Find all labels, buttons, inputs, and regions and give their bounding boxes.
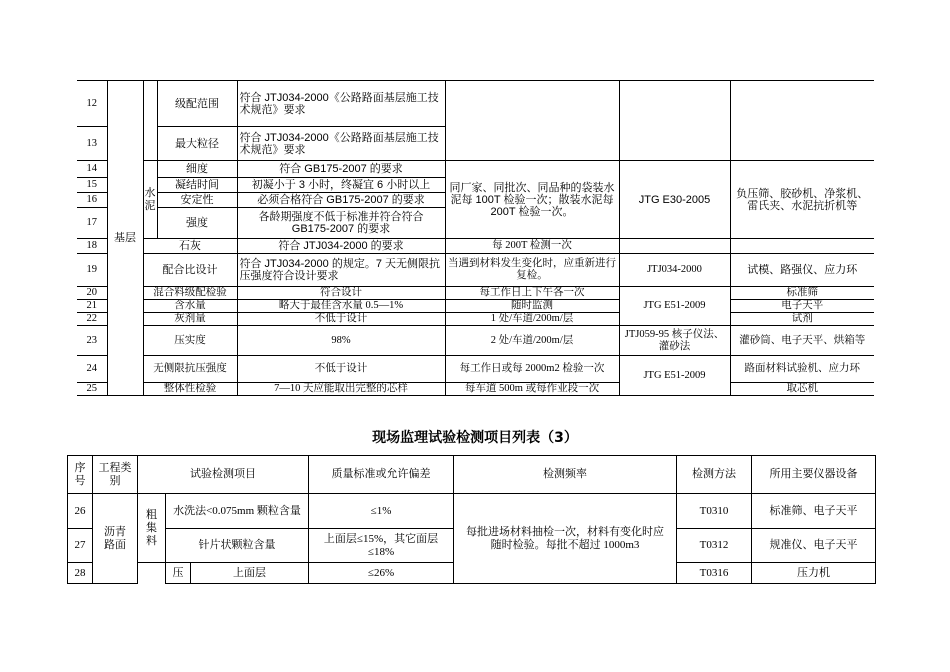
header-frequency: 检测频率: [454, 456, 677, 494]
frequency-cell: 当遇到材料发生变化时，应重新进行复检。: [445, 254, 619, 287]
equipment-cell: 试剂: [730, 313, 874, 326]
frequency-cell: 随时监测: [445, 300, 619, 313]
category-cell: 沥青路面: [93, 494, 138, 584]
standard-cell: 上面层≤15%，其它面层≤18%: [309, 529, 454, 563]
row-number: 17: [77, 208, 107, 239]
standard-cell: 各龄期强度不低于标准并符合符合 GB175-2007 的要求: [237, 208, 445, 239]
header-no: 序号: [68, 456, 93, 494]
item-cell: 凝结时间: [157, 178, 237, 193]
item-cell: 混合料级配检验: [143, 287, 237, 300]
row-number: 20: [77, 287, 107, 300]
item-cell: 压实度: [143, 326, 237, 356]
row-number: 28: [68, 563, 93, 584]
header-equipment: 所用主要仪器设备: [752, 456, 876, 494]
standard-cell: 98%: [237, 326, 445, 356]
table-row: [77, 383, 874, 396]
frequency-cell: 2 处/车道/200m/层: [445, 326, 619, 356]
item-cell: 配合比设计: [143, 254, 237, 287]
method-cell: JTG E51-2009: [619, 356, 730, 396]
method-cell: JTG E51-2009: [619, 287, 730, 326]
standard-cell: 略大于最佳含水量 0.5—1%: [237, 300, 445, 313]
table-row: [77, 81, 874, 127]
standard-cell: ≤1%: [309, 494, 454, 529]
table-row: [77, 254, 874, 287]
category-cell: 基层: [107, 81, 143, 396]
frequency-cell: 每车道 500m 或每作业段一次: [445, 383, 619, 396]
table-row: [77, 287, 874, 300]
header-category: 工程类别: [93, 456, 138, 494]
row-number: 16: [77, 193, 107, 208]
method-cell: T0310: [677, 494, 752, 529]
item-cell: 无侧限抗压强度: [143, 356, 237, 383]
method-cell: JTG E30-2005: [619, 161, 730, 239]
row-number: 27: [68, 529, 93, 563]
row-number: 15: [77, 178, 107, 193]
standard-cell: 符合 JTJ034-2000 的规定。7 天无侧限抗压强度符合设计要求: [237, 254, 445, 287]
header-row: [68, 456, 876, 494]
method-cell: JTJ059-95 核子仪法、灌砂法: [619, 326, 730, 356]
equipment-cell: 取芯机: [730, 383, 874, 396]
row-number: 18: [77, 239, 107, 254]
item-cell: 级配范围: [157, 81, 237, 127]
page-title: 现场监理试验检测项目列表（3）: [372, 430, 578, 446]
item-cell: 水洗法<0.075mm 颗粒含量: [166, 494, 309, 529]
row-number: 14: [77, 161, 107, 178]
item-cell: 最大粒径: [157, 127, 237, 161]
frequency-cell: 1 处/车道/200m/层: [445, 313, 619, 326]
frequency-cell: 每 200T 检测一次: [445, 239, 619, 254]
standard-cell: 不低于设计: [237, 313, 445, 326]
table-row: [77, 326, 874, 356]
standard-cell: 必须合格符合 GB175-2007 的要求: [237, 193, 445, 208]
frequency-cell: 每工作日上下午各一次: [445, 287, 619, 300]
inspection-table-base: [77, 80, 874, 396]
equipment-cell: 负压筛、胶砂机、净浆机、雷氏夹、水泥抗折机等: [730, 161, 874, 239]
row-number: 23: [77, 326, 107, 356]
row-number: 13: [77, 127, 107, 161]
row-number: 24: [77, 356, 107, 383]
equipment-cell: 压力机: [752, 563, 876, 584]
item-cell: 整体性检验: [143, 383, 237, 396]
row-number: 19: [77, 254, 107, 287]
standard-cell: 符合 JTJ034-2000《公路路面基层施工技术规范》要求: [237, 127, 445, 161]
item-cell: 针片状颗粒含量: [166, 529, 309, 563]
standard-cell: 7—10 天应能取出完整的芯样: [237, 383, 445, 396]
row-number: 22: [77, 313, 107, 326]
header-item: 试验检测项目: [138, 456, 309, 494]
equipment-cell: 规准仪、电子天平: [752, 529, 876, 563]
method-cell: JTJ034-2000: [619, 254, 730, 287]
header-standard: 质量标准或允许偏差: [309, 456, 454, 494]
equipment-cell: 路面材料试验机、应力环: [730, 356, 874, 383]
header-method: 检测方法: [677, 456, 752, 494]
table-row: [77, 313, 874, 326]
item-cell: 强度: [157, 208, 237, 239]
equipment-cell: 标准筛、电子天平: [752, 494, 876, 529]
sub-category-cell: 粗集料: [138, 494, 166, 563]
item-cell: 石灰: [143, 239, 237, 254]
row-number: 25: [77, 383, 107, 396]
item-cell: 含水量: [143, 300, 237, 313]
table-row: [77, 161, 874, 178]
standard-cell: 初凝小于 3 小时，终凝宜 6 小时以上: [237, 178, 445, 193]
method-cell: T0312: [677, 529, 752, 563]
item-cell: 安定性: [157, 193, 237, 208]
standard-cell: 符合 GB175-2007 的要求: [237, 161, 445, 178]
equipment-cell: 灌砂筒、电子天平、烘箱等: [730, 326, 874, 356]
table-row: [77, 239, 874, 254]
equipment-cell: 标准筛: [730, 287, 874, 300]
table-row: [77, 300, 874, 313]
equipment-cell: 电子天平: [730, 300, 874, 313]
item-cell: 上面层: [191, 563, 309, 584]
sub-category-cell: 压: [166, 563, 191, 584]
frequency-cell: 每批进场材料抽检一次，材料有变化时应随时检验。每批不超过 1000m3: [454, 494, 677, 584]
standard-cell: 符合 JTJ034-2000 的要求: [237, 239, 445, 254]
row-number: 12: [77, 81, 107, 127]
table-row: [77, 356, 874, 383]
row-number: 26: [68, 494, 93, 529]
standard-cell: 符合 JTJ034-2000《公路路面基层施工技术规范》要求: [237, 81, 445, 127]
frequency-cell: 每工作日或每 2000m2 检验一次: [445, 356, 619, 383]
table-row: [68, 494, 876, 529]
standard-cell: 符合设计: [237, 287, 445, 300]
frequency-cell: 同厂家、同批次、同品种的袋装水泥每 100T 检验一次；散装水泥每 200T 检验一次。: [445, 161, 619, 239]
row-number: 21: [77, 300, 107, 313]
standard-cell: ≤26%: [309, 563, 454, 584]
cement-label: 水泥: [143, 161, 157, 239]
item-cell: 灰剂量: [143, 313, 237, 326]
standard-cell: 不低于设计: [237, 356, 445, 383]
equipment-cell: 试模、路强仪、应力环: [730, 254, 874, 287]
inspection-table-asphalt: [67, 455, 876, 584]
item-cell: 细度: [157, 161, 237, 178]
method-cell: T0316: [677, 563, 752, 584]
